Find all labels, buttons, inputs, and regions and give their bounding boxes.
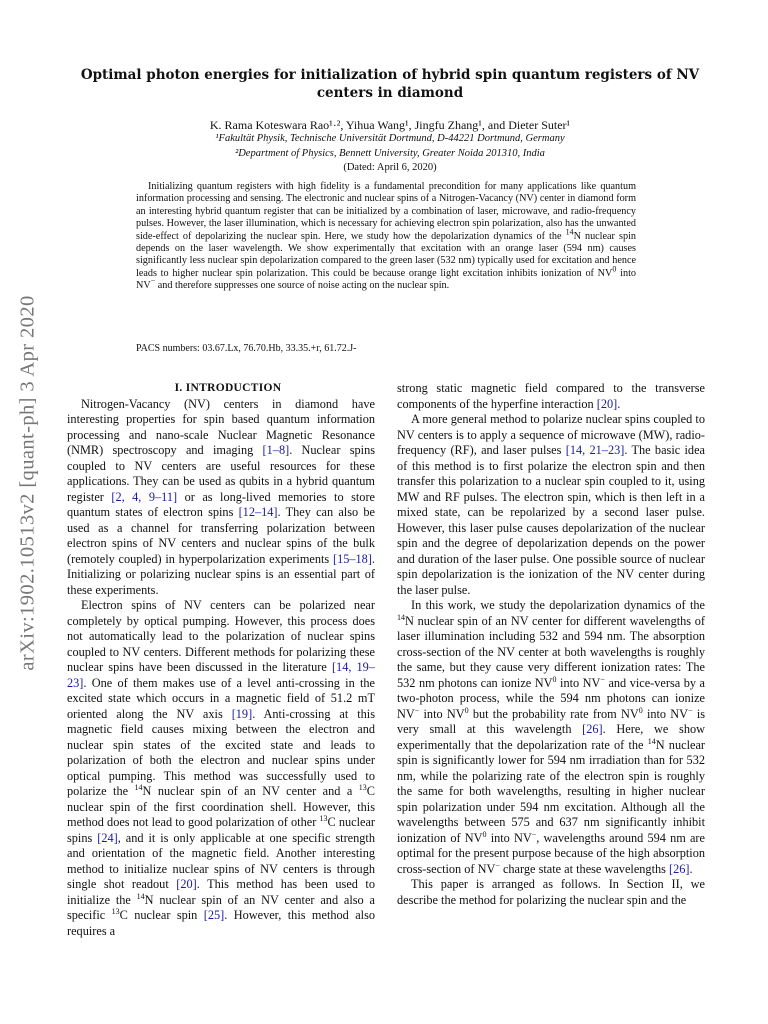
left-column bbox=[67, 381, 375, 939]
citation-link[interactable]: [12–14] bbox=[238, 505, 278, 519]
body-text: but the probability rate from NV bbox=[468, 706, 639, 721]
charge-superscript: − bbox=[600, 674, 605, 684]
body-text: . However, this method also requires a bbox=[67, 908, 376, 938]
charge-superscript: 0 bbox=[552, 674, 557, 684]
citation-link[interactable]: [26] bbox=[582, 722, 603, 736]
charge-superscript: − bbox=[495, 860, 500, 870]
body-text: . bbox=[689, 861, 693, 876]
intro-paragraph-3 bbox=[397, 412, 705, 598]
body-text: into NV bbox=[556, 675, 601, 690]
abstract-text: and therefore suppresses one source of noise acting on the nuclear spin. bbox=[155, 280, 450, 292]
body-text: N nuclear spin of an NV center for different wavelengths of laser illumination including 532 and 594 nm. The absorption cross-section of the NV center at both wavelengths is roughly the same, but they cause very different ionization rates: The 532 nm photons can ionize NV bbox=[397, 613, 705, 690]
body-text: C nuclear spins bbox=[67, 815, 375, 845]
body-text: Nitrogen-Vacancy (NV) centers in diamond have interesting properties for spin based quantum information processing and nano-scale Nuclear Magnetic Resonance (NMR) spectroscopy and imaging bbox=[67, 396, 375, 457]
charge-superscript: − bbox=[414, 705, 420, 715]
intro-paragraph-4 bbox=[397, 598, 705, 877]
affiliation-2: ²Department of Physics, Bennett University, Greater Noida 201310, India bbox=[235, 148, 545, 159]
body-text: or as long-lived memories to store quantum states of electron spins bbox=[67, 489, 376, 519]
author-list: K. Rama Koteswara Rao¹·², Yihua Wang¹, Jingfu Zhang¹, and Dieter Suter¹ bbox=[209, 118, 571, 132]
citation-link[interactable]: [20] bbox=[596, 396, 618, 411]
title-line-1: Optimal photon energies for initialization of hybrid spin quantum registers of NV bbox=[80, 67, 700, 83]
body-text: This paper is arranged as follows. In Section II, we describe the method for polarizing the nuclear spin and the bbox=[397, 877, 705, 907]
intro-paragraph-1 bbox=[67, 397, 375, 599]
isotope-superscript: 13 bbox=[358, 782, 367, 792]
citation-link[interactable]: [14, 21–23] bbox=[565, 443, 625, 457]
abstract-text: into NV bbox=[136, 267, 636, 292]
body-text: and vice-versa by a two-photon process, while the 594 nm photons can ionize NV bbox=[397, 675, 705, 721]
isotope-superscript: 14 bbox=[397, 612, 405, 622]
citation-link[interactable]: [20] bbox=[176, 877, 197, 891]
arxiv-id-label: arXiv:1902.10513v2 [quant-ph] 3 Apr 2020 bbox=[16, 295, 39, 671]
body-text: . Here, we show experimentally that the depolarization rate of the bbox=[397, 722, 705, 752]
abstract-text: N nuclear spin depends on the laser wavelength. We show experimentally that excitation with an orange laser (594 nm) causes significantly less nuclear spin depolarization compared to the green laser (532 nm) typically used for excitation and hence leads to higher nuclear spin polarization. This could be because orange light excitation inhibits ionization of NV bbox=[136, 230, 636, 279]
body-text: . bbox=[617, 396, 621, 411]
abstract bbox=[136, 181, 636, 293]
affiliation-1: ¹Fakultät Physik, Technische Universität Dortmund, D-44221 Dortmund, Germany bbox=[215, 133, 565, 144]
citation-link[interactable]: [2, 4, 9–11] bbox=[111, 489, 178, 504]
title-line-2: centers in diamond bbox=[316, 85, 464, 101]
abstract-text: Initializing quantum registers with high fidelity is a fundamental precondition for many applications like quantum information processing and sensing. The electronic and nuclear spins of a Nitrogen-Vacancy (NV) center in diamond form an interesting hybrid quantum register that can be initialized by a combination of laser, microwave, and radio-frequency pulses. However, the laser illumination, which is necessary for achieving electron spin polarization, also has the unwanted side-effect of depolarizing the nuclear spin. Here, we study how the depolarization dynamics of the bbox=[136, 181, 636, 242]
citation-link[interactable]: [19] bbox=[231, 706, 253, 721]
body-text: . One of them makes use of a level anti-crossing in the excited state which occurs in a magnetic field of 51.2 mT oriented along the NV axis bbox=[67, 675, 375, 721]
body-text: N nuclear spin of an NV center and a bbox=[142, 784, 359, 798]
charge-superscript: − bbox=[688, 705, 693, 715]
charge-superscript: 0 bbox=[464, 705, 469, 715]
body-text: N nuclear spin is significantly lower for 594 nm irradiation than for 532 nm, while the polarizing rate of the electron spin is roughly the same for both wavelengths, resulting in higher nuclear spin polarization under 594 nm excitation. Although all the wavelengths between 575 and 637 nm significantly inhibit ionization of NV bbox=[397, 737, 705, 845]
body-text: into NV bbox=[419, 706, 465, 721]
body-text: . Initializing or polarizing nuclear spins is an essential part of these experiments. bbox=[67, 551, 375, 597]
pacs-numbers: PACS numbers: 03.67.Lx, 76.70.Hb, 33.35.+r, 61.72.J- bbox=[136, 343, 357, 354]
isotope-superscript: 13 bbox=[111, 906, 120, 916]
isotope-superscript: 14 bbox=[565, 227, 574, 237]
body-text: A more general method to polarize nuclear spins coupled to NV centers is to apply a sequence of microwave (MW), radio-frequency (RF), and laser pulses bbox=[397, 412, 705, 457]
body-text: . They can also be used as a channel for transferring polarization between electron spins of NV centers and nuclear spins of the bulk (remotely coupled) in hyperpolarization experiments bbox=[67, 505, 375, 566]
body-text: . The basic idea of this method is to first polarize the electron spin and then transfer this polarization to a nuclear spin coupled to it, using MW and RF pulses. The electron spin, which is then left in a mixed state, can be repolarized by a second laser pulse. However, this laser pulse causes depolarization of the nuclear spin and the degree of depolarization depends on the power and duration of the laser pulse. One possible source of nuclear spin depolarization is the ionization of the NV center during the laser pulse. bbox=[397, 443, 705, 597]
body-text: C nuclear spin bbox=[119, 908, 204, 922]
citation-link[interactable]: [15–18] bbox=[332, 551, 372, 566]
body-text: . Nuclear spins coupled to NV centers are useful resources for these applications. They can be used as qubits in a hybrid quantum register bbox=[67, 443, 375, 504]
body-text: , wavelengths around 594 nm are optimal for the present purpose because of the high absorption cross-section of NV bbox=[397, 830, 705, 876]
body-text: , and it is only applicable at one specific strength and orientation of the magnetic field. Another interesting method to initialize nuclear spins of NV centers is through single shot readout bbox=[67, 830, 375, 891]
intro-paragraph-5 bbox=[397, 877, 705, 908]
body-text: In this work, we study the depolarization dynamics of the bbox=[411, 598, 705, 612]
body-text: into NV bbox=[642, 706, 689, 721]
arxiv-sidebar-stamp bbox=[8, 263, 48, 703]
isotope-superscript: 14 bbox=[647, 736, 656, 746]
charge-superscript: 0 bbox=[482, 829, 487, 839]
isotope-superscript: 14 bbox=[136, 891, 145, 901]
citation-link[interactable]: [14, 19–23] bbox=[67, 660, 375, 690]
date-line: (Dated: April 6, 2020) bbox=[343, 162, 437, 173]
citation-link[interactable]: [1–8] bbox=[262, 443, 290, 457]
body-text: is very small at this wavelength bbox=[397, 706, 706, 736]
isotope-superscript: 13 bbox=[319, 813, 328, 823]
body-text: N nuclear spin of an NV center and also a specific bbox=[67, 892, 375, 922]
body-text: . Anti-crossing at this magnetic field causes mixing between the electron and nuclear spin states of the excited state and leads to polarization of both the electron and nuclear spins under optical pumping. This method was successfully used to polarize the bbox=[67, 706, 375, 798]
paper-title bbox=[60, 66, 720, 102]
body-text: . This method has been used to initialize the bbox=[67, 877, 375, 907]
body-text: C nuclear spin of the first coordination shell. However, this method does not lead to good polarization of other bbox=[67, 784, 375, 829]
charge-superscript: 0 bbox=[612, 264, 617, 274]
charge-superscript: − bbox=[150, 276, 156, 286]
body-text: Electron spins of NV centers can be polarized near completely by optical pumping. However, this process does not automatically lead to the polarization of nuclear spins coupled to NV centers. Different methods for polarizing these nuclear spins have been discussed in the literature bbox=[67, 598, 375, 674]
body-text: strong static magnetic field compared to the transverse components of the hyperfine interaction bbox=[397, 381, 705, 411]
charge-superscript: 0 bbox=[638, 705, 643, 715]
right-column bbox=[397, 381, 705, 908]
citation-link[interactable]: [24] bbox=[97, 830, 118, 845]
body-text: into NV bbox=[486, 830, 532, 845]
isotope-superscript: 14 bbox=[134, 782, 143, 792]
section-heading: I. INTRODUCTION bbox=[174, 382, 282, 394]
intro-paragraph-2 bbox=[67, 598, 375, 939]
charge-superscript: − bbox=[531, 829, 537, 839]
citation-link[interactable]: [26] bbox=[669, 861, 690, 876]
body-text: charge state at these wavelengths bbox=[499, 861, 670, 876]
continued-paragraph bbox=[397, 381, 705, 412]
citation-link[interactable]: [25] bbox=[203, 908, 225, 922]
